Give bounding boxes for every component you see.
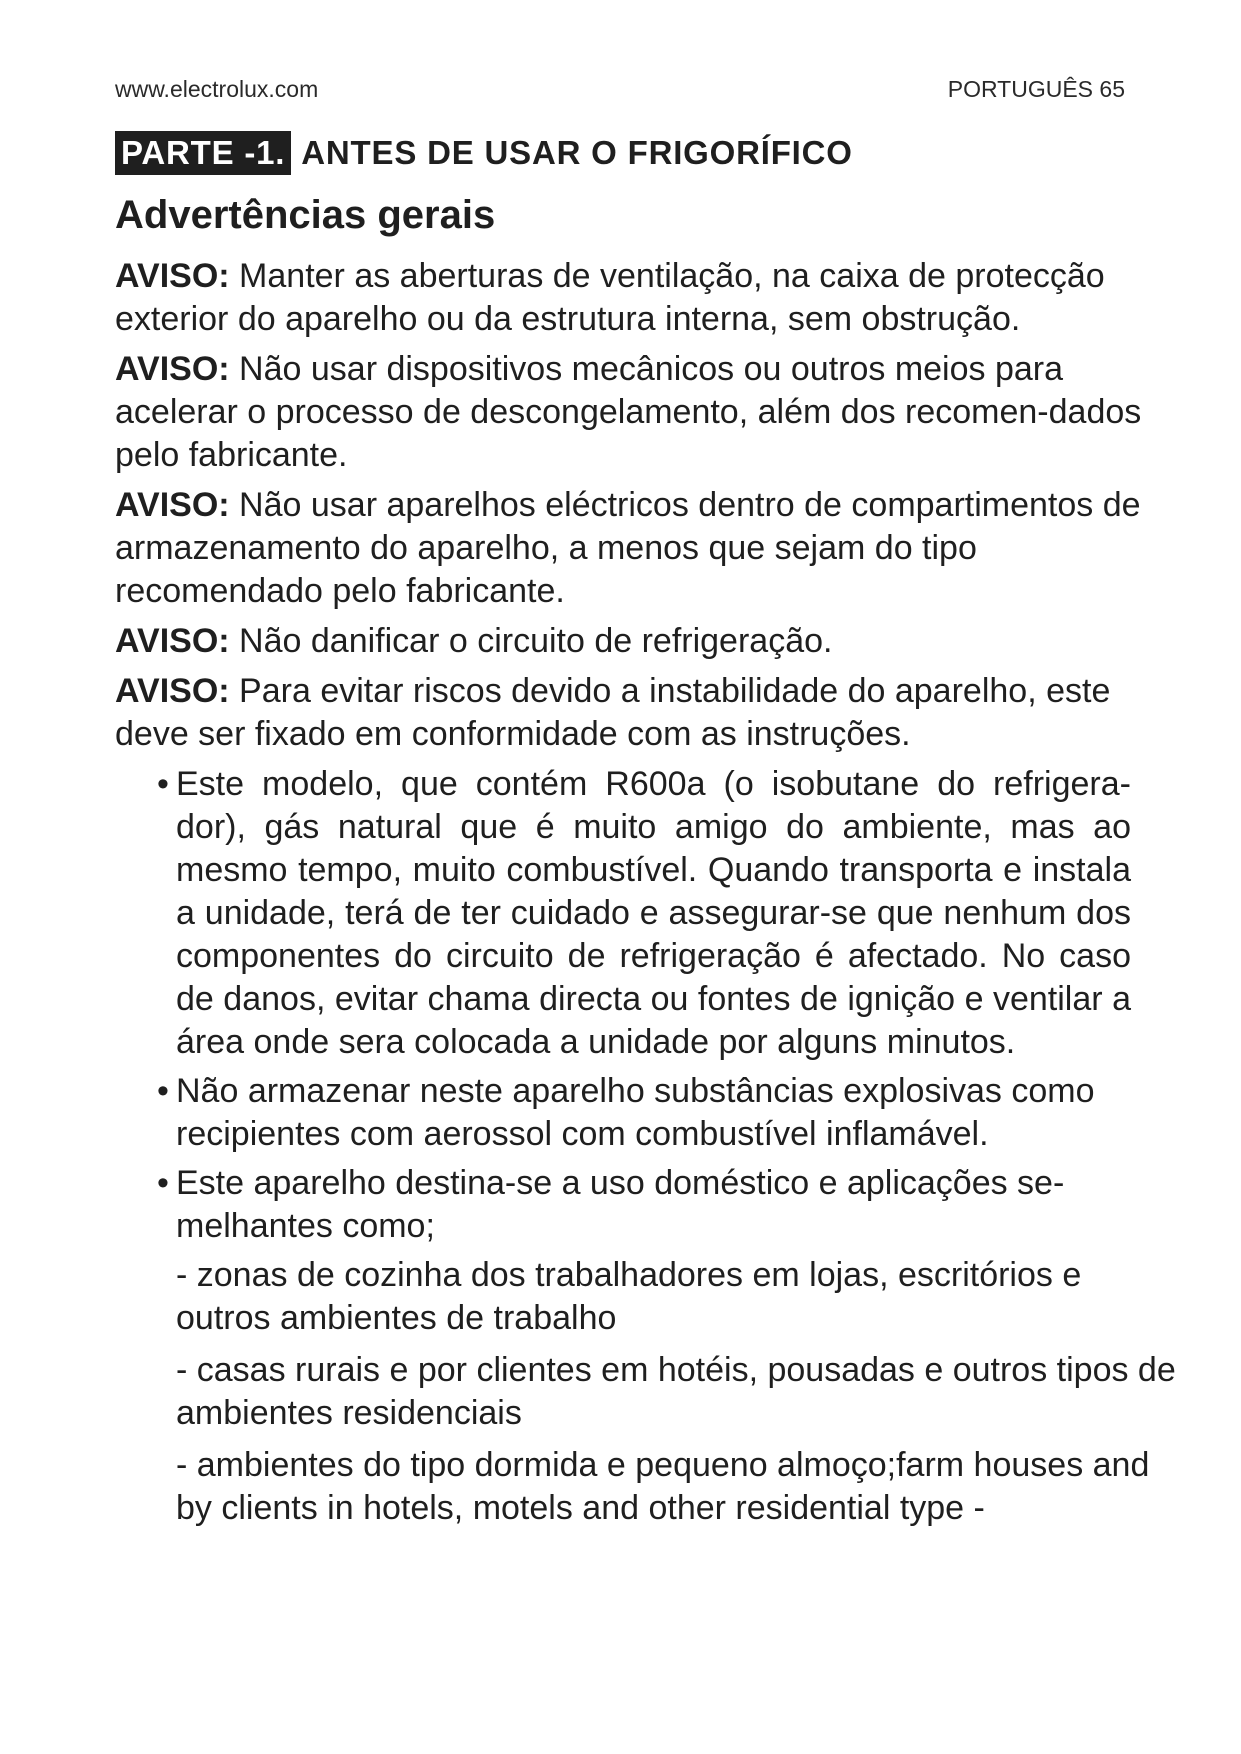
sub-list-item: - ambientes do tipo dormida e pequeno almoço;farm houses and by clients in hotels, motels and other residential type - — [176, 1446, 1150, 1527]
warning-paragraph — [115, 255, 1175, 341]
warning-paragraph — [115, 484, 1175, 613]
warning-paragraph — [115, 348, 1175, 477]
list-item — [157, 1070, 1175, 1156]
bullet-icon: • — [157, 765, 169, 803]
content-body — [115, 255, 1175, 1539]
warning-text: Não usar aparelhos eléctricos dentro de compartimentos de armazenamento do aparelho, a menos que sejam do tipo recomendado pelo fabricante. — [115, 486, 1141, 610]
website-url: www.electrolux.com — [115, 76, 319, 102]
warning-text: Não usar dispositivos mecânicos ou outros meios para acelerar o processo de descongelamento, além dos recomen-dados pelo fabricante. — [115, 350, 1142, 474]
part-title: ANTES DE USAR O FRIGORÍFICO — [301, 134, 853, 171]
list-item-text: Não armazenar neste aparelho substâncias explosivas como recipientes com aerossol com combustível inflamável. — [176, 1072, 1095, 1153]
bullet-icon: • — [157, 1072, 169, 1110]
section-title: Advertências gerais — [115, 193, 496, 237]
warning-paragraph — [115, 620, 1175, 663]
warning-text: Não danificar o circuito de refrigeração. — [229, 622, 833, 660]
list-item-text: Este aparelho destina-se a uso doméstico e aplicações se-melhantes como; — [176, 1164, 1065, 1245]
list-item-text: Este modelo, que contém R600a (o isobutane do refrigera-dor), gás natural que é muito amigo do ambiente, mas ao mesmo tempo, muito combustível. Quando transporta e instala a unidade, terá de ter cuidado e assegurar-se que nenhum dos componentes do circuito de refrigeração é afectado. No caso de danos, evitar chama directa ou fontes de ignição e ventilar a área onde sera colocada a unidade por alguns minutos. — [176, 765, 1131, 1061]
warning-text: Manter as aberturas de ventilação, na caixa de protecção exterior do aparelho ou da estrutura interna, sem obstrução. — [115, 257, 1105, 338]
warning-label: AVISO: — [115, 350, 230, 388]
sub-list-item: - zonas de cozinha dos trabalhadores em lojas, escritórios e outros ambientes de trabalho — [176, 1256, 1082, 1337]
part-badge: PARTE -1. — [115, 131, 291, 175]
language-page-number: PORTUGUÊS 65 — [947, 76, 1125, 102]
bullet-list — [115, 763, 1175, 1248]
page-header — [115, 76, 1125, 103]
part-heading — [115, 131, 853, 175]
list-item — [157, 1162, 1175, 1248]
list-item — [157, 763, 1131, 1064]
warning-text: Para evitar riscos devido a instabilidade do aparelho, este deve ser fixado em conformidade com as instruções. — [115, 672, 1111, 753]
bullet-icon: • — [157, 1164, 169, 1202]
warning-label: AVISO: — [115, 257, 230, 295]
warning-label: AVISO: — [115, 486, 230, 524]
sub-list-item: - casas rurais e por clientes em hotéis, pousadas e outros tipos de ambientes residenciais — [176, 1351, 1176, 1432]
warning-label: AVISO: — [115, 622, 230, 660]
warning-paragraph — [115, 670, 1175, 756]
warning-label: AVISO: — [115, 672, 230, 710]
